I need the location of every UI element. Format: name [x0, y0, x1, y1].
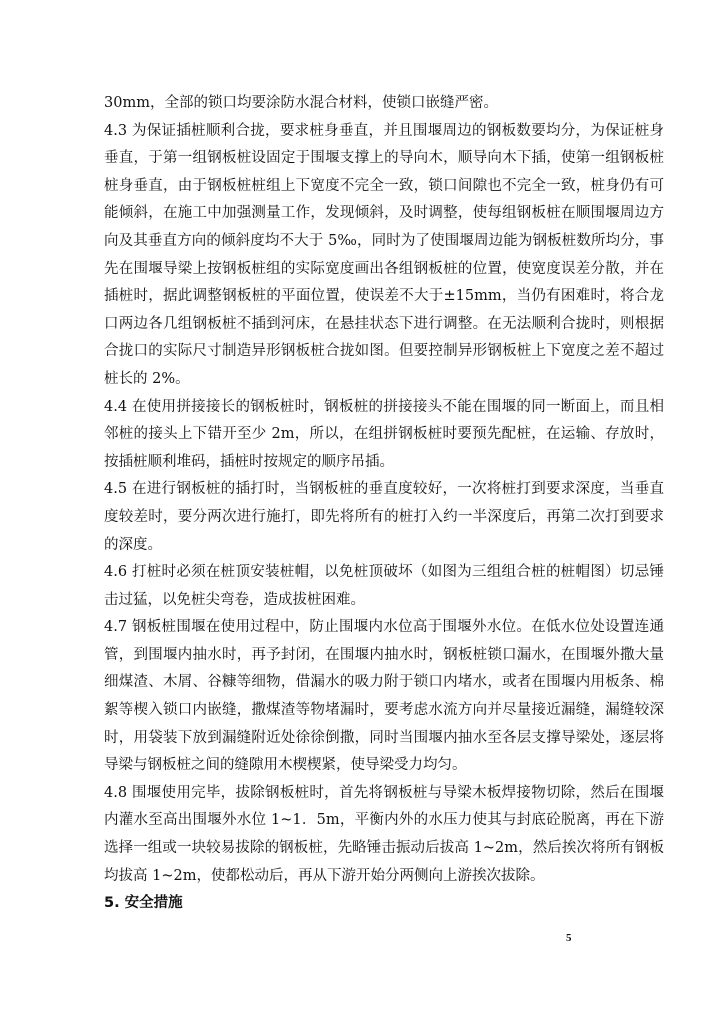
paragraph-4-4: 4.4 在使用拼接接长的钢板桩时，钢板桩的拼接接头不能在围堰的同一断面上，而且相邻桩的接头上下错开至少 2m，所以，在组拼钢板桩时要预先配桩，在运输、存放时，按插桩顺利堆码，插桩时按规定的顺序吊插。: [104, 398, 664, 470]
page-number: 5: [566, 932, 572, 944]
paragraph-continuation: 30mm，全部的锁口均要涂防水混合材料，使锁口嵌缝严密。: [104, 95, 498, 111]
paragraph-4-7: 4.7 钢板桩围堰在使用过程中，防止围堰内水位高于围堰外水位。在低水位处设置连通管，到围堰内抽水时，再予封闭，在围堰内抽水时，钢板桩锁口漏水，在围堰外撒大量细煤渣、木屑、谷糠等细物，借漏水的吸力附于锁口内堵水，或者在围堰内用板条、棉絮等楔入锁口内嵌缝，撒煤渣等物堵漏时，要考虑水流方向并尽量接近漏缝，漏缝较深时，用袋装下放到漏缝附近处徐徐倒撒，同时当围堰内抽水至各层支撑导梁处，逐层将导梁与钢板桩之间的缝隙用木楔楔紧，使导梁受力均匀。: [104, 619, 664, 774]
paragraph-4-6: 4.6 打桩时必须在桩顶安装桩帽，以免桩顶破坏（如图为三组组合桩的桩帽图）切忌锤击过猛，以免桩尖弯卷，造成拔桩困难。: [104, 564, 664, 608]
section-heading-safety: 5. 安全措施: [104, 895, 183, 912]
paragraph-4-8: 4.8 围堰使用完毕，拔除钢板桩时，首先将钢板桩与导梁木板焊接物切除，然后在围堰内灌水至高出围堰外水位 1~1．5m，平衡内外的水压力使其与封底砼脱离，再在下游选择一组或一块较易拔除的钢板桩，先略锤击振动后拔高 1~2m，然后挨次将所有钢板均拔高 1~2m，使都松动后，再从下游开始分两侧向上游挨次拔除。: [104, 784, 664, 884]
document-body: [104, 90, 664, 918]
paragraph-4-5: 4.5 在进行钢板桩的插打时，当钢板桩的垂直度较好，一次将桩打到要求深度，当垂直度较差时，要分两次进行施打，即先将所有的桩打入约一半深度后，再第二次打到要求的深度。: [104, 481, 664, 553]
paragraph-4-3: 4.3 为保证插桩顺利合拢，要求桩身垂直，并且围堰周边的钢板数要均分，为保证桩身垂直，于第一组钢板桩设固定于围堰支撑上的导向木，顺导向木下插，使第一组钢板桩桩身垂直，由于钢板桩桩组上下宽度不完全一致，锁口间隙也不完全一致，桩身仍有可能倾斜，在施工中加强测量工作，发现倾斜，及时调整，使每组钢板桩在顺围堰周边方向及其垂直方向的倾斜度均不大于 5‰，同时为了使围堰周边能为钢板桩数所均分，事先在围堰导梁上按钢板桩组的实际宽度画出各组钢板桩的位置，使宽度误差分散，并在插桩时，据此调整钢板桩的平面位置，使误差不大于±15mm，当仍有困难时，将合龙口两边各几组钢板桩不插到河床，在悬挂状态下进行调整。在无法顺利合拢时，则根据合拢口的实际尺寸制造异形钢板桩合拢如图。但要控制异形钢板桩上下宽度之差不超过桩长的 2%。: [104, 122, 664, 387]
